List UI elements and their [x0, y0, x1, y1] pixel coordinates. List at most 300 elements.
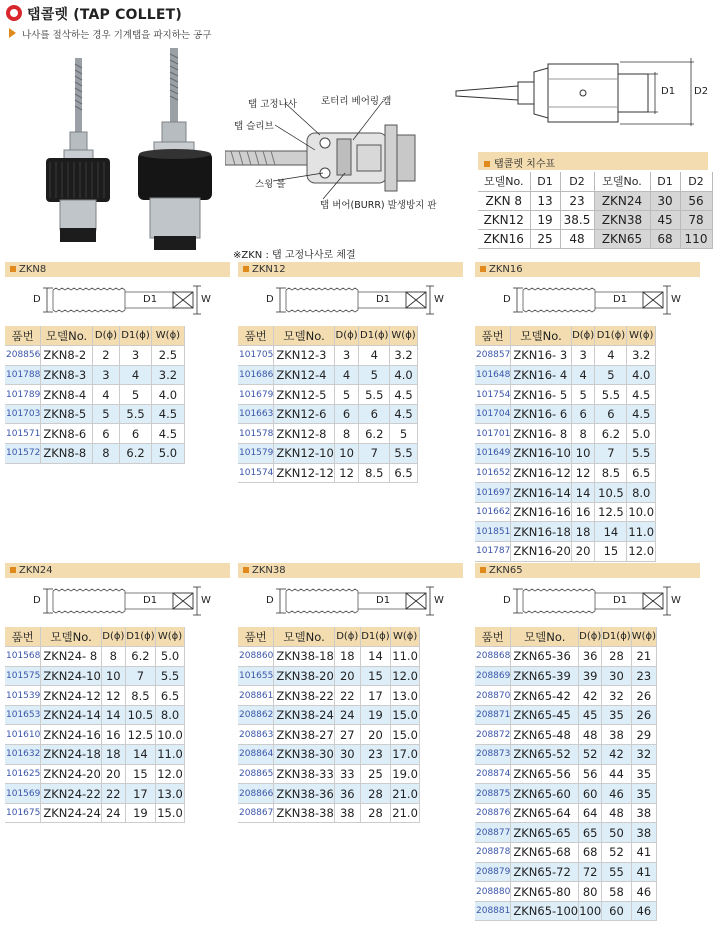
dimension-cell: 6: [92, 424, 119, 444]
dimension-table-cell: 13: [530, 191, 560, 210]
table-header-cell: D1(ϕ): [602, 627, 631, 647]
dimension-cell: 4.0: [627, 365, 656, 385]
diagram-w-label: W: [671, 595, 681, 606]
dimension-table-cell: 모델No.: [594, 172, 650, 191]
table-header-cell: W(ϕ): [390, 326, 418, 346]
dimension-cell: 32: [631, 745, 656, 765]
model-cell: ZKN8-2: [41, 346, 92, 366]
table-row: [238, 803, 420, 823]
dimension-cell: 36: [334, 784, 360, 804]
part-number-cell: 208881: [475, 901, 511, 921]
dimension-cell: 45: [579, 705, 602, 725]
diagram-d1-label: D1: [143, 595, 158, 606]
dimension-cell: 30: [602, 666, 631, 686]
dimension-cell: 12.0: [156, 764, 185, 784]
dimension-table-cell: 78: [680, 210, 712, 229]
model-cell: ZKN65-100: [511, 901, 579, 921]
dimension-cell: 3.2: [627, 346, 656, 366]
section-heading-zkn24: [5, 563, 230, 578]
table-row: [475, 705, 657, 725]
dimension-cell: 12: [571, 463, 595, 483]
model-cell: ZKN12-6: [274, 404, 334, 424]
table-row: [238, 385, 418, 405]
dimension-cell: 5: [92, 404, 119, 424]
model-cell: ZKN24-16: [41, 725, 101, 745]
dimension-table-cell: ZKN65: [594, 229, 650, 248]
table-header-cell: W(ϕ): [151, 326, 184, 346]
table-header-cell: 품번: [475, 627, 511, 647]
dimension-cell: 13.0: [156, 784, 185, 804]
table-header-row: [475, 627, 657, 647]
dimension-cell: 48: [579, 725, 602, 745]
model-cell: ZKN65-42: [511, 686, 579, 706]
table-row: [475, 784, 657, 804]
dimension-cell: 24: [101, 803, 125, 823]
table-header-cell: D(ϕ): [92, 326, 119, 346]
diagram-d-label: D: [266, 294, 274, 305]
table-row: [475, 764, 657, 784]
part-number-cell: 208868: [475, 647, 511, 667]
dimension-cell: 2: [92, 346, 119, 366]
part-number-cell: 101572: [5, 444, 41, 464]
callout-rotary-bearing-cam: 로터리 베어링 캠: [321, 96, 392, 107]
dimension-cell: 22: [334, 686, 360, 706]
table-row: [5, 404, 185, 424]
table-row: [475, 843, 657, 863]
spec-table-zkn65: [475, 627, 657, 921]
table-header-row: [475, 326, 656, 346]
callout-tap-fixing-screw: 탭 고정나사: [248, 99, 297, 110]
model-cell: ZKN12-5: [274, 385, 334, 405]
table-header-cell: 모델No.: [41, 627, 101, 647]
dimension-cell: 4.5: [627, 404, 656, 424]
part-number-cell: 208867: [238, 803, 274, 823]
page-subtitle: [22, 27, 211, 41]
dimension-cell: 29: [631, 725, 656, 745]
dimension-table-header-row: [478, 172, 712, 191]
dimension-cell: 35: [631, 784, 656, 804]
dimension-table-cell: ZKN 8: [478, 191, 530, 210]
model-cell: ZKN65-72: [511, 862, 579, 882]
table-header-cell: D1(ϕ): [595, 326, 627, 346]
spec-table-zkn12: [238, 326, 418, 483]
part-number-cell: 101663: [238, 404, 274, 424]
table-row: [475, 666, 657, 686]
part-number-cell: 101704: [475, 404, 511, 424]
table-row: [5, 686, 185, 706]
dimension-cell: 55: [602, 862, 631, 882]
table-row: [475, 882, 657, 902]
dimension-cell: 15.0: [391, 725, 420, 745]
dimension-cell: 4.0: [390, 365, 418, 385]
dimension-cell: 8.5: [359, 463, 390, 483]
dimension-table-cell: 23: [560, 191, 594, 210]
model-cell: ZKN24- 8: [41, 647, 101, 667]
dimension-cell: 4.0: [151, 385, 184, 405]
part-number-cell: 101652: [475, 463, 511, 483]
dimension-cell: 4.5: [151, 404, 184, 424]
table-row: [5, 365, 185, 385]
part-number-cell: 101649: [475, 444, 511, 464]
dimension-cell: 15: [125, 764, 155, 784]
part-number-cell: 101701: [475, 424, 511, 444]
diagram-d1-label: D1: [613, 294, 628, 305]
part-number-cell: 101569: [5, 784, 41, 804]
table-header-cell: D1(ϕ): [125, 627, 155, 647]
table-header-cell: 품번: [5, 627, 41, 647]
table-header-cell: 품번: [238, 326, 274, 346]
dimension-cell: 52: [602, 843, 631, 863]
part-number-cell: 101788: [5, 365, 41, 385]
dimension-cell: 6: [359, 404, 390, 424]
table-row: [238, 346, 418, 366]
table-row: [5, 745, 185, 765]
model-cell: ZKN65-48: [511, 725, 579, 745]
dimension-table-cell: 38.5: [560, 210, 594, 229]
part-number-cell: 208857: [475, 346, 511, 366]
diagram-w-label: W: [434, 294, 444, 305]
dimension-cell: 6: [571, 404, 595, 424]
dimension-table-cell: 45: [650, 210, 680, 229]
dimension-cell: 10.5: [125, 705, 155, 725]
dimension-table-cell: 모델No.: [478, 172, 530, 191]
dimension-cell: 100: [579, 901, 602, 921]
part-number-cell: 208866: [238, 784, 274, 804]
dimension-cell: 8: [571, 424, 595, 444]
section-heading-text: ZKN38: [252, 565, 286, 576]
dimension-cell: 15: [360, 666, 390, 686]
table-row: [5, 705, 185, 725]
part-number-cell: 208865: [238, 764, 274, 784]
dimension-cell: 20: [571, 542, 595, 562]
dimension-table-cell: 56: [680, 191, 712, 210]
dimension-cell: 20: [101, 764, 125, 784]
table-header-cell: 모델No.: [511, 326, 571, 346]
part-number-cell: 101575: [5, 666, 41, 686]
table-header-cell: D(ϕ): [334, 627, 360, 647]
model-cell: ZKN8-5: [41, 404, 92, 424]
dimension-cell: 6.5: [156, 686, 185, 706]
table-row: [238, 784, 420, 804]
dimension-cell: 14: [101, 705, 125, 725]
section-heading-zkn38: [238, 563, 463, 578]
table-header-cell: D(ϕ): [579, 627, 602, 647]
dimension-cell: 38: [631, 823, 656, 843]
model-cell: ZKN16-12: [511, 463, 571, 483]
part-number-cell: 208872: [475, 725, 511, 745]
dimension-cell: 10.0: [156, 725, 185, 745]
dimension-cell: 4.5: [627, 385, 656, 405]
dimension-cell: 36: [579, 647, 602, 667]
model-cell: ZKN24-10: [41, 666, 101, 686]
dimension-table-cell: ZKN12: [478, 210, 530, 229]
dimension-cell: 7: [595, 444, 627, 464]
dimension-table-cell: 68: [650, 229, 680, 248]
table-row: [475, 803, 657, 823]
dimension-cell: 33: [334, 764, 360, 784]
section-bullet-icon: [243, 266, 249, 272]
dimension-cell: 60: [602, 901, 631, 921]
diagram-w-label: W: [434, 595, 444, 606]
dimension-cell: 60: [579, 784, 602, 804]
part-number-cell: 101578: [238, 424, 274, 444]
dimension-cell: 5.5: [120, 404, 152, 424]
dimension-cell: 4: [334, 365, 359, 385]
model-cell: ZKN65-45: [511, 705, 579, 725]
table-header-cell: W(ϕ): [631, 627, 656, 647]
dimension-table-row: [478, 229, 712, 248]
section-bullet-icon: [10, 567, 16, 573]
part-number-cell: 101648: [475, 365, 511, 385]
dimension-table-row: [478, 191, 712, 210]
dimension-cell: 15: [595, 542, 627, 562]
table-row: [475, 862, 657, 882]
model-cell: ZKN24-18: [41, 745, 101, 765]
dimension-cell: 20: [334, 666, 360, 686]
dimension-cell: 3.2: [390, 346, 418, 366]
table-header-row: [5, 326, 185, 346]
dimension-cell: 12.0: [627, 542, 656, 562]
page-title: 탭콜렛 (TAP COLLET): [27, 7, 183, 23]
part-number-cell: 101539: [5, 686, 41, 706]
part-number-cell: 101686: [238, 365, 274, 385]
diagram-w-label: W: [201, 595, 211, 606]
dimension-cell: 4.5: [151, 424, 184, 444]
dimension-cell: 18: [334, 647, 360, 667]
dimension-cell: 5.5: [359, 385, 390, 405]
section-heading-text: ZKN12: [252, 264, 286, 275]
dimension-cell: 6: [334, 404, 359, 424]
dimension-cell: 6.2: [120, 444, 152, 464]
dimension-cell: 65: [579, 823, 602, 843]
dimension-cell: 35: [602, 705, 631, 725]
model-cell: ZKN16-14: [511, 483, 571, 503]
diagram-d-label: D: [33, 595, 41, 606]
dimension-cell: 3: [120, 346, 152, 366]
table-row: [238, 444, 418, 464]
part-number-cell: 101851: [475, 522, 511, 542]
table-row: [5, 764, 185, 784]
dimension-cell: 38: [631, 803, 656, 823]
spec-table-zkn8: [5, 326, 185, 464]
part-number-cell: 101579: [238, 444, 274, 464]
dimension-cell: 5.0: [627, 424, 656, 444]
dimension-cell: 8: [92, 444, 119, 464]
table-row: [475, 725, 657, 745]
table-row: [475, 542, 656, 562]
part-number-cell: 208878: [475, 843, 511, 863]
part-number-cell: 208877: [475, 823, 511, 843]
model-cell: ZKN65-68: [511, 843, 579, 863]
dimension-cell: 8: [334, 424, 359, 444]
part-number-cell: 101789: [5, 385, 41, 405]
dimension-cell: 4: [595, 346, 627, 366]
dimension-table-heading: [478, 152, 708, 170]
dimension-cell: 68: [579, 843, 602, 863]
table-header-cell: 모델No.: [511, 627, 579, 647]
diagram-w-label: W: [671, 294, 681, 305]
dimension-cell: 10: [334, 444, 359, 464]
dimension-cell: 24: [334, 705, 360, 725]
table-row: [475, 823, 657, 843]
dimension-cell: 21.0: [391, 784, 420, 804]
table-header-cell: 모델No.: [274, 627, 334, 647]
dimension-cell: 35: [631, 764, 656, 784]
dimension-cell: 6: [120, 424, 152, 444]
table-row: [475, 901, 657, 921]
dimension-table-cell: D2: [680, 172, 712, 191]
product-photo-large-collet: [128, 42, 223, 254]
dimension-cell: 2.5: [151, 346, 184, 366]
diagram-d-label: D: [503, 294, 511, 305]
table-row: [238, 463, 418, 483]
table-header-cell: 모델No.: [41, 326, 92, 346]
table-header-cell: W(ϕ): [156, 627, 185, 647]
model-cell: ZKN16- 6: [511, 404, 571, 424]
dimension-cell: 38: [602, 725, 631, 745]
brand-logo-icon: [6, 5, 22, 21]
dimension-cell: 5.5: [390, 444, 418, 464]
dimension-cell: 10: [571, 444, 595, 464]
table-row: [238, 745, 420, 765]
part-number-cell: 208875: [475, 784, 511, 804]
dimension-cell: 50: [602, 823, 631, 843]
table-row: [238, 705, 420, 725]
triangle-bullet-icon: [9, 28, 16, 38]
dimension-cell: 8.0: [156, 705, 185, 725]
dimension-cell: 3.2: [151, 365, 184, 385]
dimension-cell: 14: [125, 745, 155, 765]
section-heading-text: ZKN16: [489, 264, 523, 275]
dimension-cell: 32: [602, 686, 631, 706]
dimension-cell: 18: [571, 522, 595, 542]
table-row: [5, 784, 185, 804]
part-number-cell: 101574: [238, 463, 274, 483]
model-cell: ZKN65-56: [511, 764, 579, 784]
dimension-cell: 28: [360, 784, 390, 804]
dimension-cell: 5: [595, 365, 627, 385]
dimension-cell: 15.0: [391, 705, 420, 725]
dimension-cell: 12.0: [391, 666, 420, 686]
dimension-cell: 5.5: [595, 385, 627, 405]
section-bullet-icon: [480, 567, 486, 573]
table-header-row: [238, 326, 418, 346]
dimension-cell: 5: [359, 365, 390, 385]
dimension-table-cell: D1: [650, 172, 680, 191]
dimension-cell: 5: [390, 424, 418, 444]
dimension-cell: 30: [334, 745, 360, 765]
dimension-cell: 5.5: [156, 666, 185, 686]
dimension-cell: 48: [602, 803, 631, 823]
table-row: [475, 686, 657, 706]
part-number-cell: 101632: [5, 745, 41, 765]
part-number-cell: 101697: [475, 483, 511, 503]
section-bullet-icon: [10, 266, 16, 272]
model-cell: ZKN65-60: [511, 784, 579, 804]
table-row: [5, 424, 185, 444]
table-header-cell: W(ϕ): [391, 627, 420, 647]
dimension-cell: 10.0: [627, 502, 656, 522]
callout-tap-sleeve: 탭 슬리브: [234, 121, 274, 132]
part-number-cell: 208864: [238, 745, 274, 765]
fixing-note: ※ZKN : 탭 고정나사로 체결: [233, 250, 356, 261]
model-cell: ZKN16-18: [511, 522, 571, 542]
diagram-d1-label: D1: [376, 595, 391, 606]
model-cell: ZKN65-36: [511, 647, 579, 667]
model-cell: ZKN16-20: [511, 542, 571, 562]
dimension-cell: 8.5: [125, 686, 155, 706]
part-number-cell: 208873: [475, 745, 511, 765]
dimension-cell: 52: [579, 745, 602, 765]
dimension-table-cell: D2: [560, 172, 594, 191]
dimension-cell: 6.2: [595, 424, 627, 444]
dimension-cell: 3: [571, 346, 595, 366]
part-number-cell: 101754: [475, 385, 511, 405]
dimension-cell: 26: [631, 705, 656, 725]
table-row: [475, 404, 656, 424]
table-row: [475, 647, 657, 667]
dimension-cell: 4: [120, 365, 152, 385]
dimension-cell: 5: [120, 385, 152, 405]
table-header-cell: 품번: [238, 627, 274, 647]
diagram-d1-label: D1: [613, 595, 628, 606]
model-cell: ZKN24-22: [41, 784, 101, 804]
part-number-cell: 208871: [475, 705, 511, 725]
dimension-table: [478, 172, 713, 249]
model-cell: ZKN65-80: [511, 882, 579, 902]
dimension-cell: 72: [579, 862, 602, 882]
dimension-cell: 25: [360, 764, 390, 784]
table-row: [238, 764, 420, 784]
table-row: [475, 502, 656, 522]
dimension-cell: 8: [101, 647, 125, 667]
section-heading-zkn16: [475, 262, 700, 277]
part-number-cell: 101705: [238, 346, 274, 366]
part-number-cell: 101625: [5, 764, 41, 784]
table-header-cell: D1(ϕ): [359, 326, 390, 346]
diagram-d1-label: D1: [143, 294, 158, 305]
dimension-cell: 26: [631, 686, 656, 706]
dimension-cell: 6.5: [390, 463, 418, 483]
model-cell: ZKN16- 8: [511, 424, 571, 444]
model-cell: ZKN12-10: [274, 444, 334, 464]
section-heading-text: ZKN8: [19, 264, 47, 275]
model-cell: ZKN8-4: [41, 385, 92, 405]
dimension-cell: 11.0: [156, 745, 185, 765]
dimension-cell: 19: [360, 705, 390, 725]
table-header-cell: 모델No.: [274, 326, 334, 346]
table-row: [238, 365, 418, 385]
model-cell: ZKN16-16: [511, 502, 571, 522]
dimension-cell: 17: [125, 784, 155, 804]
diagram-d-label: D: [503, 595, 511, 606]
model-cell: ZKN65-65: [511, 823, 579, 843]
part-number-cell: 208869: [475, 666, 511, 686]
dimension-cell: 21: [631, 647, 656, 667]
table-row: [5, 666, 185, 686]
dimension-cell: 22: [101, 784, 125, 804]
model-cell: ZKN16-10: [511, 444, 571, 464]
dimension-cell: 20: [360, 725, 390, 745]
model-cell: ZKN38-33: [274, 764, 334, 784]
model-cell: ZKN65-64: [511, 803, 579, 823]
diagram-d-label: D: [266, 595, 274, 606]
dimension-cell: 8.5: [595, 463, 627, 483]
part-number-cell: 208874: [475, 764, 511, 784]
dimension-cell: 16: [571, 502, 595, 522]
dimension-cell: 42: [579, 686, 602, 706]
table-row: [475, 365, 656, 385]
